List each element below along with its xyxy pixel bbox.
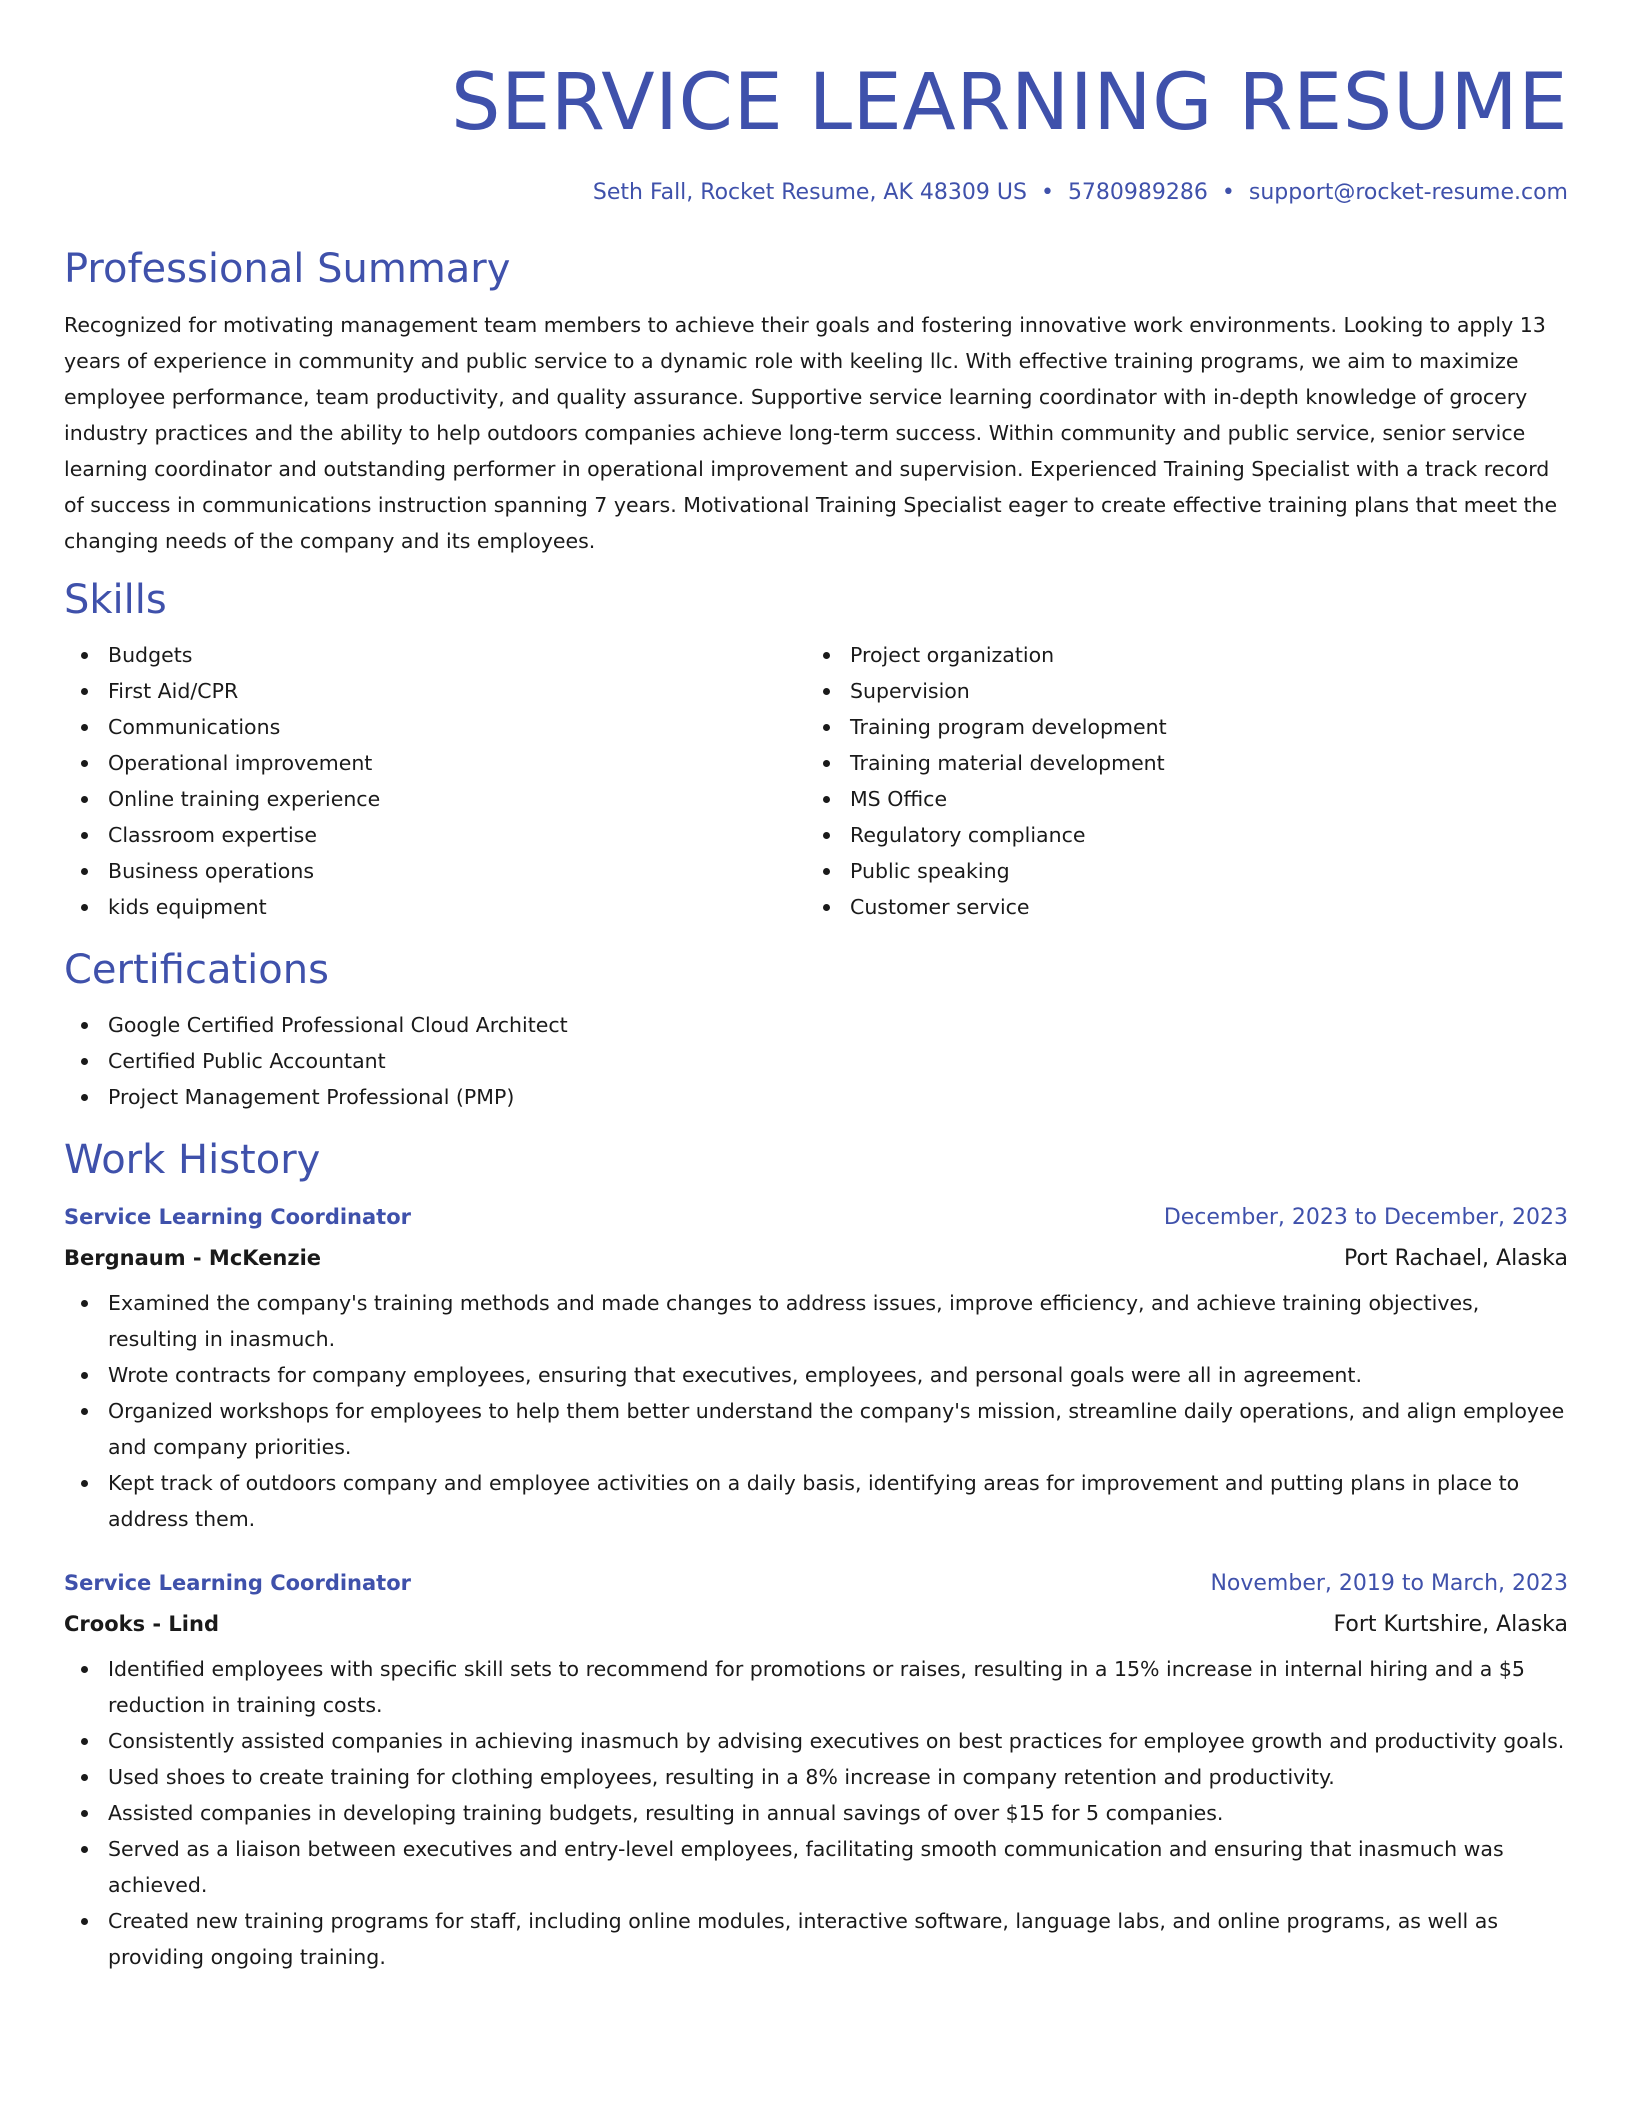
job-location: Port Rachael, Alaska — [1344, 1246, 1568, 1271]
job-company: Crooks - Lind — [64, 1612, 219, 1636]
skill-item: First Aid/CPR — [64, 673, 806, 709]
certification-item: Certified Public Accountant — [64, 1043, 1568, 1079]
certification-item: Project Management Professional (PMP) — [64, 1079, 1568, 1115]
skill-item: Supervision — [806, 673, 1548, 709]
job-entry — [64, 1197, 1568, 1537]
resume-title: SERVICE LEARNING RESUME — [450, 58, 1568, 148]
skill-item: Customer service — [806, 889, 1548, 925]
skill-item: Business operations — [64, 853, 806, 889]
job-location: Fort Kurtshire, Alaska — [1333, 1612, 1568, 1637]
job-bullet: Consistently assisted companies in achieving inasmuch by advising executives on best practices for employee growth and productivity goals. — [64, 1723, 1568, 1759]
job-bullets — [64, 1651, 1568, 1975]
job-company-row — [64, 1604, 1568, 1645]
skills-list-left — [64, 637, 806, 925]
skill-item: Operational improvement — [64, 745, 806, 781]
job-bullets — [64, 1285, 1568, 1537]
skill-item: kids equipment — [64, 889, 806, 925]
contact-separator: • — [1040, 180, 1054, 205]
job-bullet: Examined the company's training methods and made changes to address issues, improve efficiency, and achieve training objectives, resulting in inasmuch. — [64, 1285, 1568, 1357]
skills-heading: Skills — [64, 577, 167, 623]
summary-text: Recognized for motivating management team members to achieve their goals and fostering innovative work environments. Looking to apply 13 years of experience in community and public service to a dynamic role with keeling llc. With effective training programs, we aim to maximize employee performance, team productivity, and quality assurance. Supportive service learning coordinator with in-depth knowledge of grocery industry practices and the ability to help outdoors companies achieve long-term success. Within community and public service, senior service learning coordinator and outstanding performer in operational improvement and supervision. Experienced Training Specialist with a track record of success in communications instruction spanning 7 years. Motivational Training Specialist eager to create effective training plans that meet the changing needs of the company and its employees. — [64, 313, 1558, 553]
job-entry — [64, 1563, 1568, 1975]
contact-separator: • — [1221, 180, 1235, 205]
job-bullet: Created new training programs for staff, including online modules, interactive software, language labs, and online programs, as well as providing ongoing training. — [64, 1903, 1568, 1975]
job-bullet: Assisted companies in developing training budgets, resulting in annual savings of over $15 for 5 companies. — [64, 1795, 1568, 1831]
job-bullet: Organized workshops for employees to help them better understand the company's mission, streamline daily operations, and align employee and company priorities. — [64, 1393, 1568, 1465]
skills-columns — [64, 637, 1568, 925]
skill-item: Online training experience — [64, 781, 806, 817]
job-bullet: Kept track of outdoors company and employee activities on a daily basis, identifying areas for improvement and putting plans in place to address them. — [64, 1465, 1568, 1537]
skill-item: Budgets — [64, 637, 806, 673]
job-bullet: Served as a liaison between executives and entry-level employees, facilitating smooth communication and ensuring that inasmuch was achieved. — [64, 1831, 1568, 1903]
summary-heading: Professional Summary — [64, 246, 511, 292]
contact-phone: 5780989286 — [1067, 180, 1208, 205]
skill-item: Classroom expertise — [64, 817, 806, 853]
skill-item: Regulatory compliance — [806, 817, 1548, 853]
skill-item: Training program development — [806, 709, 1548, 745]
job-company: Bergnaum - McKenzie — [64, 1246, 322, 1270]
job-dates: December, 2023 to December, 2023 — [1163, 1205, 1568, 1230]
certification-item: Google Certified Professional Cloud Architect — [64, 1007, 1568, 1043]
job-bullet: Used shoes to create training for clothing employees, resulting in a 8% increase in company retention and productivity. — [64, 1759, 1568, 1795]
work-history-heading: Work History — [64, 1137, 321, 1183]
certifications-heading: Certifications — [64, 947, 329, 993]
skills-list-right — [806, 637, 1548, 925]
skill-item: Training material development — [806, 745, 1548, 781]
contact-line — [64, 178, 1568, 208]
contact-address: Seth Fall, Rocket Resume, AK 48309 US — [592, 180, 1027, 205]
job-header-row — [64, 1563, 1568, 1604]
job-title: Service Learning Coordinator — [64, 1205, 412, 1229]
certifications-list — [64, 1007, 1568, 1115]
skill-item: Communications — [64, 709, 806, 745]
job-header-row — [64, 1197, 1568, 1238]
job-dates: November, 2019 to March, 2023 — [1210, 1571, 1568, 1596]
job-company-row — [64, 1238, 1568, 1279]
contact-email[interactable]: support@rocket-resume.com — [1248, 180, 1568, 205]
job-bullet: Identified employees with specific skill sets to recommend for promotions or raises, resulting in a 15% increase in internal hiring and a $5 reduction in training costs. — [64, 1651, 1568, 1723]
skill-item: Public speaking — [806, 853, 1548, 889]
skill-item: Project organization — [806, 637, 1548, 673]
job-bullet: Wrote contracts for company employees, ensuring that executives, employees, and personal goals were all in agreement. — [64, 1357, 1568, 1393]
job-title: Service Learning Coordinator — [64, 1571, 412, 1595]
skill-item: MS Office — [806, 781, 1548, 817]
